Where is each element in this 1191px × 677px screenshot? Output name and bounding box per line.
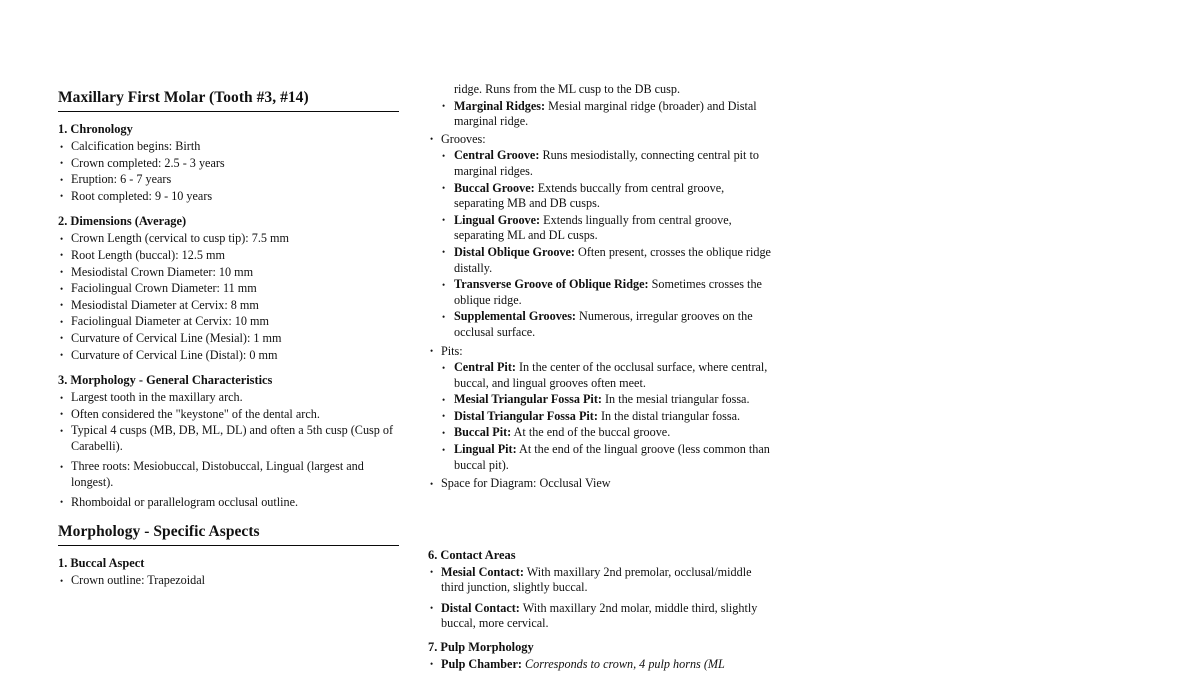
section-heading-chronology: 1. Chronology <box>58 122 133 136</box>
section-heading-morphology-general: 3. Morphology - General Characteristics <box>58 373 273 388</box>
item-label: Lingual Groove: <box>454 212 541 227</box>
list-item: • Root Length (buccal): 12.5 mm <box>58 248 402 264</box>
specific-aspects-divider <box>58 545 399 546</box>
section-heading-dimensions: 2. Dimensions (Average) <box>58 214 187 229</box>
general-characteristics-list <box>58 390 402 510</box>
item-text: In the distal triangular fossa. <box>600 408 741 423</box>
item-text: At the end of the buccal groove. <box>513 425 671 440</box>
item-label: Marginal Ridges: <box>454 98 546 113</box>
continued-text-line: ridge. Runs from the ML cusp to the DB cusp. <box>454 82 681 96</box>
item-text: Runs mesiodistally, connecting central pit to marginal ridges. <box>454 148 759 178</box>
item-label: Supplemental Grooves: <box>454 309 576 324</box>
list-item: • Mesiodistal Crown Diameter: 10 mm <box>58 265 402 281</box>
list-item: • Mesiodistal Diameter at Cervix: 8 mm <box>58 298 402 314</box>
section-heading-contact-areas: 6. Contact Areas <box>428 547 516 562</box>
list-item: • Root completed: 9 - 10 years <box>58 189 402 205</box>
list-item <box>428 601 772 632</box>
list-item: • Calcification begins: Birth <box>58 139 402 155</box>
item-text: In the mesial triangular fossa. <box>605 392 750 407</box>
item-label: Distal Oblique Groove: <box>454 244 575 259</box>
item-text: At the end of the lingual groove (less common than buccal pit). <box>454 442 770 472</box>
pits-list <box>441 360 772 473</box>
list-item: • Space for Diagram: Occlusal View <box>428 476 772 492</box>
left-column <box>58 0 402 626</box>
chronology-list <box>58 139 402 204</box>
list-item <box>441 148 772 179</box>
grooves-list <box>441 148 772 340</box>
left-column-content <box>58 88 402 590</box>
group-title: Pits: <box>441 343 463 358</box>
group-title: Grooves: <box>441 131 486 146</box>
list-item <box>441 442 772 473</box>
list-item <box>441 309 772 340</box>
item-text: Extends buccally from central groove, separating MB and DB cusps. <box>454 180 725 211</box>
list-item <box>441 99 772 130</box>
list-item: • Faciolingual Diameter at Cervix: 10 mm <box>58 314 402 330</box>
list-item <box>428 132 772 341</box>
list-item: • Crown Length (cervical to cusp tip): 7.5 mm <box>58 231 402 247</box>
marginal-ridges-list <box>428 99 772 130</box>
item-label: Lingual Pit: <box>454 442 517 457</box>
list-item <box>441 277 772 308</box>
item-text: With maxillary 2nd premolar, occlusal/middle third junction, slightly buccal. <box>441 564 752 595</box>
list-item <box>441 360 772 391</box>
grooves-group <box>428 132 772 341</box>
list-item <box>441 181 772 212</box>
item-label: Distal Contact: <box>441 600 520 615</box>
item-label: Central Groove: <box>454 148 540 163</box>
item-label: Distal Triangular Fossa Pit: <box>454 408 598 423</box>
item-text: Often present, crosses the oblique ridge distally. <box>454 244 771 275</box>
list-item: • Crown outline: Trapezoidal <box>58 573 402 589</box>
diagram-placeholder-space <box>428 493 772 537</box>
item-text: Numerous, irregular grooves on the occlusal surface. <box>454 309 753 339</box>
list-item: • Faciolingual Crown Diameter: 11 mm <box>58 281 402 297</box>
item-text: Extends lingually from central groove, separating ML and DL cusps. <box>454 212 732 243</box>
list-item: • Curvature of Cervical Line (Distal): 0 mm <box>58 348 402 364</box>
item-text: Sometimes crosses the oblique ridge. <box>454 277 762 307</box>
section-heading-buccal-aspect: 1. Buccal Aspect <box>58 556 145 571</box>
list-item <box>428 657 772 673</box>
pits-group <box>428 344 772 474</box>
list-item <box>441 409 772 425</box>
item-label: Transverse Groove of Oblique Ridge: <box>454 277 649 292</box>
list-item: • Rhomboidal or parallelogram occlusal outline. <box>58 495 402 511</box>
item-label: Central Pit: <box>454 360 516 375</box>
item-label: Buccal Groove: <box>454 180 535 195</box>
page-title: Maxillary First Molar (Tooth #3, #14) <box>58 89 309 106</box>
item-label: Mesial Contact: <box>441 564 524 579</box>
list-item: • Crown completed: 2.5 - 3 years <box>58 156 402 172</box>
list-item: • Largest tooth in the maxillary arch. <box>58 390 402 406</box>
list-item <box>441 245 772 276</box>
section-title-specific-aspects: Morphology - Specific Aspects <box>58 523 260 541</box>
contact-areas-list <box>428 565 772 632</box>
list-item: • Eruption: 6 - 7 years <box>58 172 402 188</box>
item-text: In the center of the occlusal surface, where central, buccal, and lingual grooves often meet. <box>454 360 768 390</box>
pulp-morphology-list <box>428 657 772 673</box>
item-label: Pulp Chamber: <box>441 656 522 671</box>
list-item <box>441 392 772 408</box>
item-text: Mesial marginal ridge (broader) and Distal marginal ridge. <box>454 98 757 129</box>
item-text: Corresponds to crown, 4 pulp horns (ML <box>524 656 725 671</box>
right-column-content <box>428 0 772 677</box>
item-label: Buccal Pit: <box>454 425 512 440</box>
list-item <box>428 344 772 474</box>
list-item: • Often considered the "keystone" of the dental arch. <box>58 407 402 423</box>
item-text: With maxillary 2nd molar, middle third, slightly buccal, more cervical. <box>441 600 758 631</box>
right-column <box>428 0 772 671</box>
list-item: • Three roots: Mesiobuccal, Distobuccal, Lingual (largest and longest). <box>58 459 402 490</box>
buccal-aspect-list <box>58 573 402 589</box>
item-label: Mesial Triangular Fossa Pit: <box>454 392 602 407</box>
dimensions-list <box>58 231 402 363</box>
list-item <box>441 425 772 441</box>
list-item <box>428 565 772 596</box>
title-divider <box>58 111 399 112</box>
diagram-note-list <box>428 476 772 492</box>
column-top-spacer <box>428 0 772 82</box>
list-item: • Typical 4 cusps (MB, DB, ML, DL) and often a 5th cusp (Cusp of Carabelli). <box>58 423 402 454</box>
section-heading-pulp-morphology: 7. Pulp Morphology <box>428 639 534 654</box>
list-item <box>441 213 772 244</box>
list-item: • Curvature of Cervical Line (Mesial): 1 mm <box>58 331 402 347</box>
